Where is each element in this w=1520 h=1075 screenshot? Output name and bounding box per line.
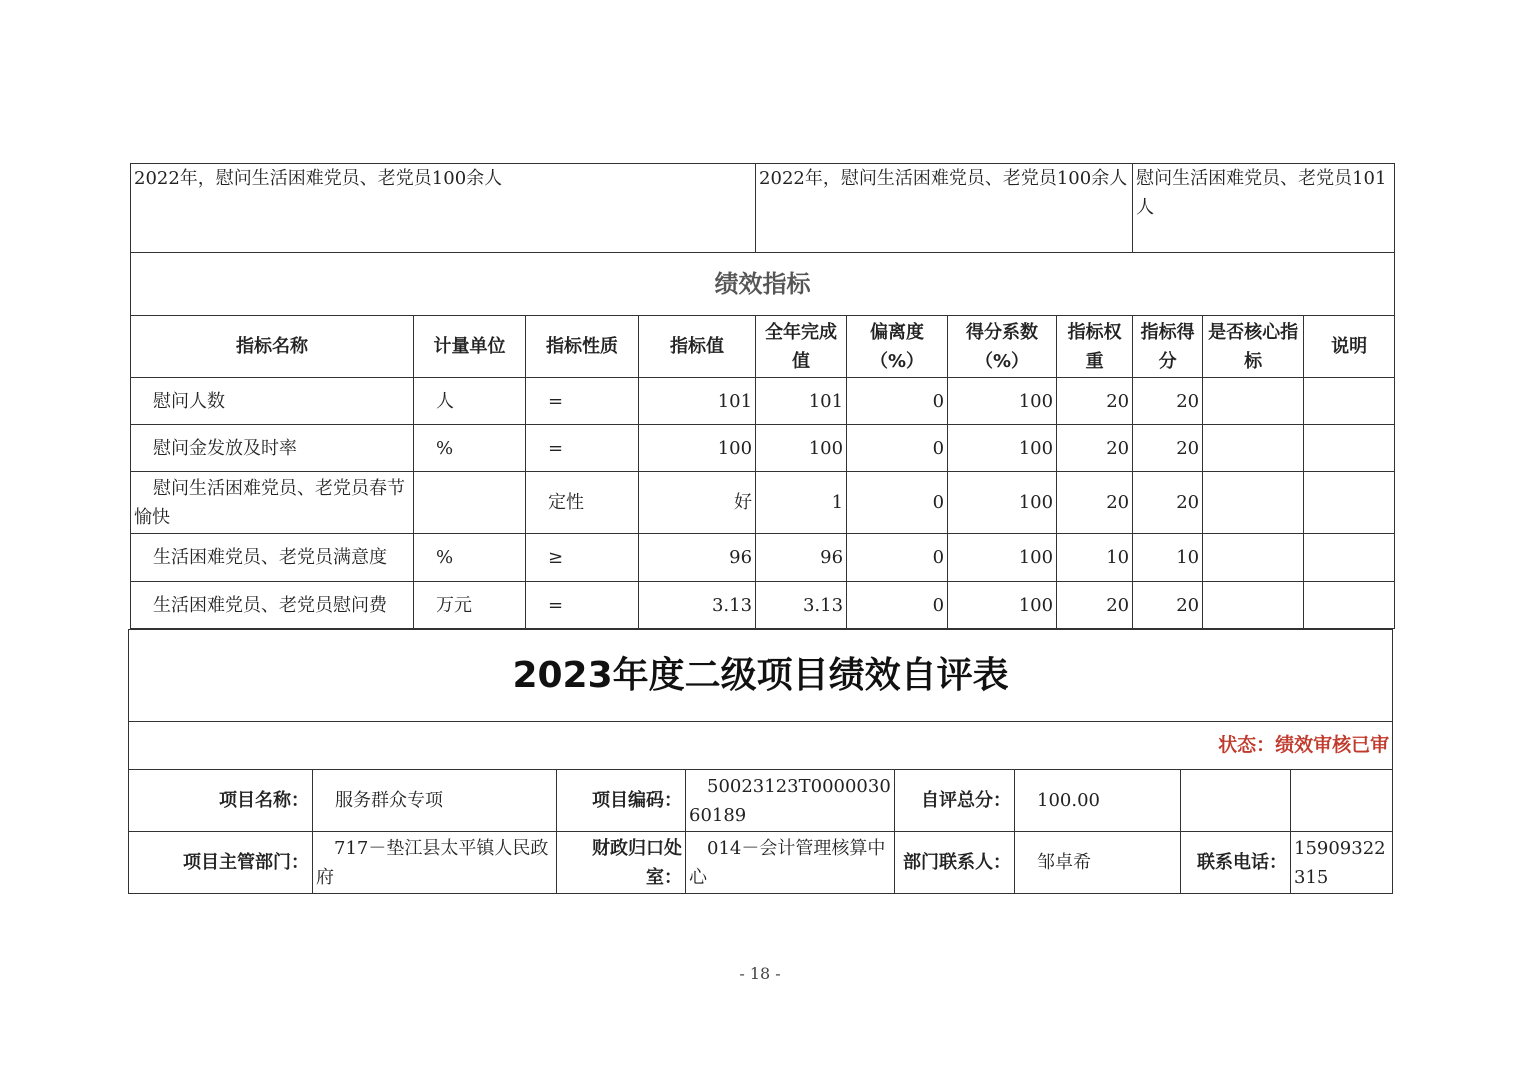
header-cell: 计量单位	[414, 316, 526, 378]
indicator-note	[1304, 472, 1395, 534]
indicator-deviation: 0	[847, 534, 948, 582]
indicator-completed: 101	[756, 378, 847, 425]
department-row	[129, 832, 1393, 894]
indicator-unit: %	[414, 534, 526, 582]
header-cell: 得分系数（%）	[948, 316, 1057, 378]
header-cell: 指标值	[639, 316, 756, 378]
goal-row	[131, 164, 1395, 253]
indicator-coef: 100	[948, 378, 1057, 425]
goal-text: 2022年，慰问生活困难党员、老党员100余人	[131, 164, 756, 253]
indicator-weight: 20	[1057, 472, 1133, 534]
indicator-coef: 100	[948, 425, 1057, 472]
indicator-completed: 1	[756, 472, 847, 534]
indicator-unit	[414, 472, 526, 534]
indicator-score: 10	[1133, 534, 1203, 582]
table-row	[131, 472, 1395, 534]
indicator-value: 96	[639, 534, 756, 582]
indicator-completed: 96	[756, 534, 847, 582]
indicator-nature: ≥	[526, 534, 639, 582]
project-name-label: 项目名称：	[129, 770, 313, 832]
empty-cell	[1291, 770, 1393, 832]
header-row	[131, 316, 1395, 378]
header-cell: 偏离度（%）	[847, 316, 948, 378]
page-title: 2023年度二级项目绩效自评表	[129, 630, 1393, 722]
header-cell: 指标权重	[1057, 316, 1133, 378]
table-row	[131, 534, 1395, 582]
page-number: - 18 -	[739, 964, 781, 983]
indicator-core	[1203, 472, 1304, 534]
contact-value: 邹卓希	[1015, 832, 1181, 894]
indicator-value: 100	[639, 425, 756, 472]
total-score-label: 自评总分：	[895, 770, 1015, 832]
plan-text: 2022年，慰问生活困难党员、老党员100余人	[756, 164, 1133, 253]
project-code-value: 50023123T000003060189	[686, 770, 895, 832]
indicator-note	[1304, 582, 1395, 629]
indicator-deviation: 0	[847, 378, 948, 425]
table-row	[131, 378, 1395, 425]
indicator-note	[1304, 378, 1395, 425]
indicator-core	[1203, 378, 1304, 425]
indicator-score: 20	[1133, 472, 1203, 534]
header-cell: 是否核心指标	[1203, 316, 1304, 378]
total-score-value: 100.00	[1015, 770, 1181, 832]
indicator-completed: 100	[756, 425, 847, 472]
finance-label: 财政归口处室：	[557, 832, 686, 894]
performance-title: 绩效指标	[131, 253, 1395, 316]
table-row	[131, 582, 1395, 629]
header-cell: 指标得分	[1133, 316, 1203, 378]
phone-value: 15909322315	[1291, 832, 1393, 894]
dept-value: 717－垫江县太平镇人民政府	[313, 832, 557, 894]
indicator-coef: 100	[948, 582, 1057, 629]
project-code-label: 项目编码：	[557, 770, 686, 832]
indicator-weight: 20	[1057, 582, 1133, 629]
indicator-note	[1304, 534, 1395, 582]
header-cell: 说明	[1304, 316, 1395, 378]
indicator-deviation: 0	[847, 425, 948, 472]
empty-cell	[1181, 770, 1291, 832]
indicator-name: 慰问人数	[131, 378, 414, 425]
project-info-row	[129, 770, 1393, 832]
self-evaluation-table	[128, 629, 1393, 894]
indicator-unit: %	[414, 425, 526, 472]
indicator-core	[1203, 582, 1304, 629]
indicator-unit: 万元	[414, 582, 526, 629]
dept-label: 项目主管部门：	[129, 832, 313, 894]
indicator-score: 20	[1133, 425, 1203, 472]
indicator-core	[1203, 425, 1304, 472]
indicator-coef: 100	[948, 472, 1057, 534]
indicator-weight: 20	[1057, 378, 1133, 425]
indicator-value: 3.13	[639, 582, 756, 629]
indicator-core	[1203, 534, 1304, 582]
indicator-score: 20	[1133, 378, 1203, 425]
indicator-coef: 100	[948, 534, 1057, 582]
indicator-name	[131, 472, 414, 534]
contact-label: 部门联系人：	[895, 832, 1015, 894]
table-row	[131, 425, 1395, 472]
indicator-note	[1304, 425, 1395, 472]
indicator-score: 20	[1133, 582, 1203, 629]
indicator-name-text: 慰问生活困难党员、老党员春节愉快	[134, 477, 405, 528]
phone-label: 联系电话：	[1181, 832, 1291, 894]
indicator-deviation: 0	[847, 582, 948, 629]
indicator-weight: 20	[1057, 425, 1133, 472]
indicator-unit: 人	[414, 378, 526, 425]
header-cell: 全年完成值	[756, 316, 847, 378]
performance-table	[130, 163, 1395, 629]
indicator-weight: 10	[1057, 534, 1133, 582]
status-text: 状态：绩效审核已审	[129, 722, 1393, 770]
indicator-name: 生活困难党员、老党员慰问费	[131, 582, 414, 629]
finance-value: 014－会计管理核算中心	[686, 832, 895, 894]
indicator-deviation: 0	[847, 472, 948, 534]
indicator-completed: 3.13	[756, 582, 847, 629]
actual-text: 慰问生活困难党员、老党员101人	[1133, 164, 1395, 253]
header-cell: 指标名称	[131, 316, 414, 378]
header-cell: 指标性质	[526, 316, 639, 378]
indicator-nature: =	[526, 378, 639, 425]
indicator-value: 好	[639, 472, 756, 534]
indicator-nature: =	[526, 582, 639, 629]
indicator-name: 慰问金发放及时率	[131, 425, 414, 472]
indicator-nature: =	[526, 425, 639, 472]
indicator-nature: 定性	[526, 472, 639, 534]
project-name-value: 服务群众专项	[313, 770, 557, 832]
indicator-value: 101	[639, 378, 756, 425]
indicator-name: 生活困难党员、老党员满意度	[131, 534, 414, 582]
